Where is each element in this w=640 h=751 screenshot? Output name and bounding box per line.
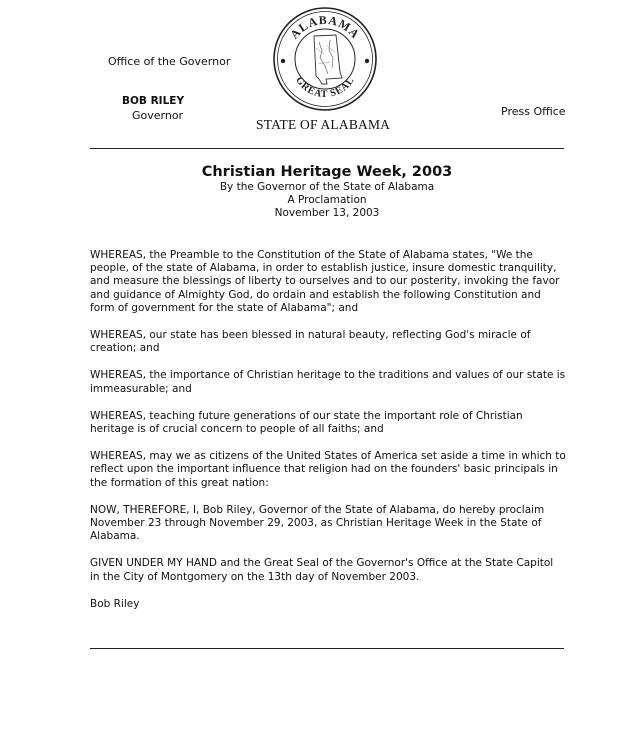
paragraph-whereas-citizens: WHEREAS, may we as citizens of the United States of America set aside a time in which to reflect upon the important influence that religion had on the founders' basic principals in the formation of this great nation: [90, 450, 566, 489]
proclamation-body [90, 249, 566, 611]
state-of-alabama-label: STATE OF ALABAMA [256, 117, 391, 132]
office-of-governor: Office of the Governor [108, 55, 231, 68]
proclamation-header [90, 163, 564, 220]
bottom-divider [90, 648, 564, 649]
governor-name: BOB RILEY [122, 95, 185, 107]
svg-text:GREAT SEAL [293, 75, 357, 100]
seal-bottom-text: GREAT SEAL [293, 74, 357, 101]
top-divider [90, 148, 564, 149]
proclamation-date: November 13, 2003 [274, 207, 380, 219]
svg-text:ALABAMA [287, 13, 362, 42]
paragraph-whereas-heritage: WHEREAS, the importance of Christian heritage to the traditions and values of our state is immeasurable; and [90, 369, 566, 395]
signature: Bob Riley [90, 597, 140, 610]
proclamation-type: A Proclamation [287, 194, 367, 206]
proclamation-title: Christian Heritage Week, 2003 [201, 164, 453, 180]
seal-top-text: ALABAMA [287, 12, 363, 42]
paragraph-whereas-preamble: WHEREAS, the Preamble to the Constitution of the State of Alabama states, "We the people, of the state of Alabama, in order to establish justice, insure domestic tranquility, and measure the blessings of liberty to ourselves and to our posterity, invoking the favor and guidance of Almighty God, do ordain and establish the following Constitution and form of government for the state of Alabama"; and [90, 249, 560, 314]
paragraph-now-therefore: NOW, THEREFORE, I, Bob Riley, Governor of the State of Alabama, do hereby proclaim November 23 through November 29, 2003, as Christian Heritage Week in the State of Alabama. [90, 503, 545, 543]
proclamation-byline: By the Governor of the State of Alabama [219, 181, 435, 193]
governor-title: Governor [132, 109, 184, 122]
paragraph-whereas-beauty: WHEREAS, our state has been blessed in natural beauty, reflecting God's miracle of creation; and [90, 329, 531, 355]
great-seal-icon [272, 6, 378, 112]
press-office: Press Office [501, 105, 566, 118]
paragraph-whereas-teaching: WHEREAS, teaching future generations of our state the important role of Christian heritage is of crucial concern to people of all faiths; and [90, 409, 523, 436]
paragraph-given-under: GIVEN UNDER MY HAND and the Great Seal of the Governor's Office at the State Capitol in the City of Montgomery on the 13th day of November 2003. [90, 557, 554, 583]
